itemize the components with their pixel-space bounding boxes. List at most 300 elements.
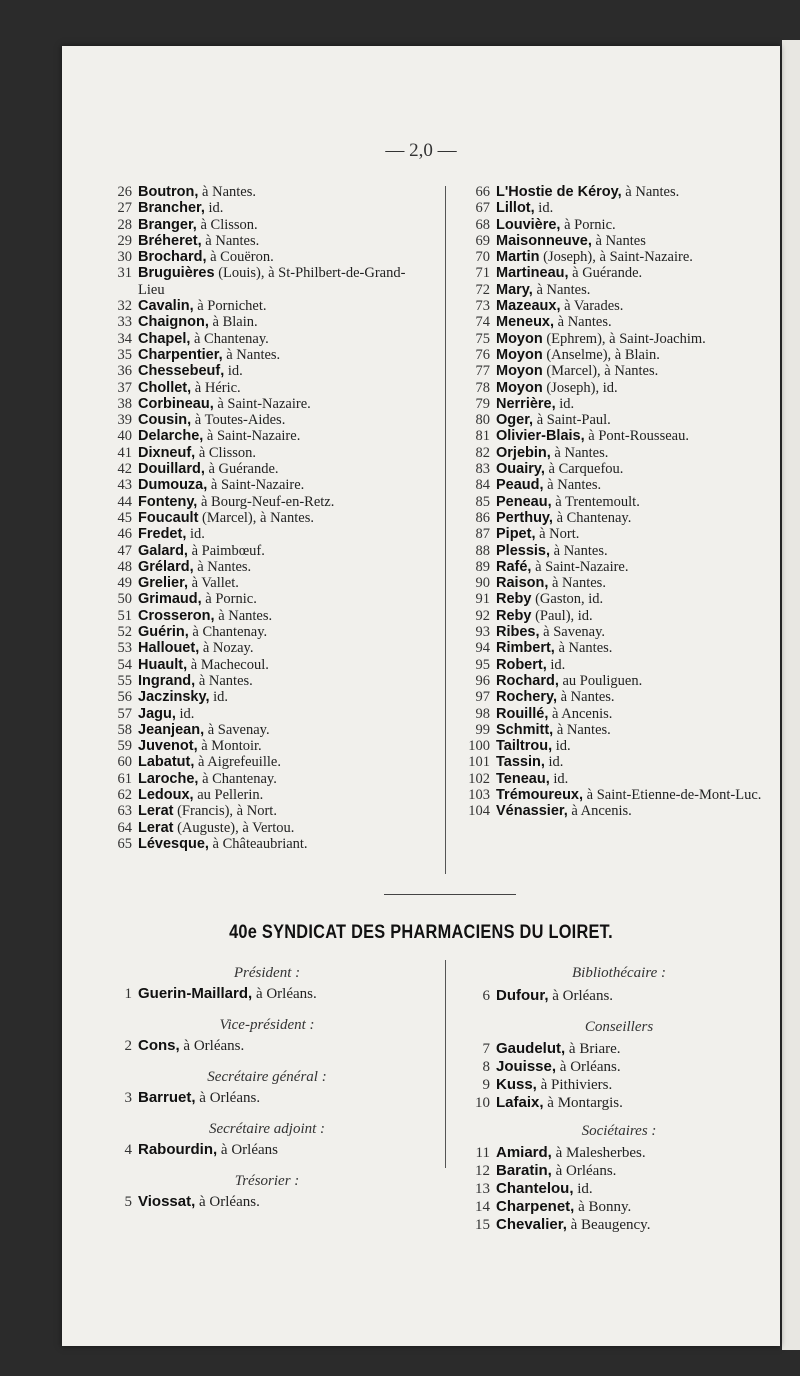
member-location: à Orléans.: [551, 1163, 617, 1179]
list-item: [102, 412, 422, 428]
member-name: Crosseron,: [138, 607, 215, 624]
member-name: Charpentier,: [138, 346, 223, 363]
entry-number: 32: [117, 298, 132, 315]
entry-number: 33: [117, 314, 132, 331]
list-item: [102, 445, 422, 461]
member-location: à Pornic.: [201, 591, 257, 608]
member-name: Jagu,: [138, 705, 176, 722]
list-item: [460, 1198, 778, 1216]
entry-number: 28: [117, 216, 132, 233]
entry-number: 13: [475, 1181, 490, 1197]
member-name: Fredet,: [138, 526, 187, 543]
member-location: (Joseph), à Saint-Nazaire.: [539, 249, 693, 266]
member-location: à Nantes.: [193, 558, 252, 575]
entry-number: 50: [117, 591, 132, 608]
entry-number: 5: [124, 1194, 132, 1210]
entry-number: 43: [117, 477, 132, 494]
list-item: [102, 184, 422, 200]
role-label: Bibliothécaire :: [572, 965, 666, 981]
member-location: à Orléans.: [556, 1059, 621, 1075]
list-item: [102, 640, 422, 656]
list-item: [102, 331, 422, 347]
member-location: à Savenay.: [204, 721, 270, 738]
list-item: [102, 477, 422, 493]
member-location: à Savenay.: [539, 624, 606, 641]
list-item: [102, 265, 422, 298]
member-name: Lillot,: [496, 200, 535, 217]
member-location: id.: [224, 363, 243, 380]
list-item: [460, 428, 778, 444]
list-item: [460, 624, 778, 640]
column-divider-top: [445, 186, 446, 874]
entry-number: 82: [475, 444, 490, 461]
entry-number: 61: [117, 770, 132, 787]
entry-number: 76: [475, 346, 490, 363]
member-name: Cousin,: [138, 412, 192, 429]
member-name: Branger,: [138, 216, 197, 233]
member-name: Amiard,: [496, 1144, 552, 1161]
entry-number: 39: [117, 412, 132, 429]
list-item: [102, 1036, 432, 1056]
entry-number: 52: [117, 624, 132, 641]
member-location: à Pornic.: [560, 216, 616, 233]
member-location: (Ephrem), à Saint-Joachim.: [542, 330, 706, 347]
member-name: Laroche,: [138, 770, 199, 787]
member-location: (Marcel), à Nantes.: [198, 509, 314, 526]
member-name: Jaczinsky,: [138, 689, 210, 706]
list-item: [102, 1140, 432, 1160]
list-item: [460, 738, 778, 754]
entry-number: 27: [117, 200, 132, 217]
list-item: [460, 461, 778, 477]
member-location: à Nantes.: [543, 477, 602, 494]
member-location: id.: [186, 526, 205, 543]
member-name: Dixneuf,: [138, 444, 196, 461]
member-location: à Pornichet.: [193, 298, 267, 315]
member-name: Bréheret,: [138, 232, 202, 249]
list-item: [102, 1088, 432, 1108]
entry-number: 26: [117, 184, 132, 200]
entry-number: 79: [475, 395, 490, 412]
list-item: [460, 363, 778, 379]
list-item: [460, 559, 778, 575]
member-location: à Orléans.: [179, 1038, 245, 1054]
member-name: Robert,: [496, 656, 547, 673]
list-item: [102, 249, 422, 265]
member-location: à Nantes.: [556, 689, 615, 706]
member-list-left: [102, 184, 422, 852]
list-item: [460, 640, 778, 656]
role-label: Président :: [233, 965, 301, 981]
entry-number: 56: [117, 689, 132, 706]
member-location: à Nantes.: [550, 542, 608, 559]
member-name: Charpenet,: [496, 1198, 575, 1215]
entry-number: 47: [117, 542, 132, 559]
member-location: à Bonny.: [574, 1199, 632, 1215]
member-location: id.: [549, 770, 569, 787]
list-item: [460, 754, 778, 770]
list-item: [460, 380, 778, 396]
member-location: à Orléans: [217, 1142, 278, 1158]
member-location: id.: [204, 200, 224, 217]
entry-number: 53: [117, 640, 132, 657]
list-item: [460, 1094, 778, 1112]
member-name: Oger,: [496, 412, 534, 429]
list-item: [460, 331, 778, 347]
entry-number: 63: [117, 803, 132, 820]
list-item: [460, 575, 778, 591]
officers-column: [102, 962, 432, 1222]
member-name: Fonteny,: [138, 493, 198, 510]
member-location: à Paimbœuf.: [187, 542, 265, 559]
member-location: au Pouliguen.: [558, 672, 643, 689]
entry-number: 65: [117, 835, 132, 852]
list-item: [102, 771, 422, 787]
member-name: Perthuy,: [496, 509, 553, 526]
entry-number: 98: [475, 705, 490, 722]
adjacent-page-edge: [782, 40, 800, 1350]
member-location: à Saint-Paul.: [533, 412, 611, 429]
entry-number: 97: [475, 689, 490, 706]
entry-number: 90: [475, 575, 490, 592]
member-list-right: [460, 184, 778, 820]
role-label: Sociétaires :: [581, 1123, 657, 1139]
member-location: à Saint-Nazaire.: [531, 558, 629, 575]
entry-number: 70: [475, 249, 490, 266]
list-item: [102, 314, 422, 330]
member-name: Corbineau,: [138, 395, 214, 412]
member-name: Grimaud,: [138, 591, 202, 608]
member-location: (Francis), à Nort.: [173, 803, 277, 820]
member-name: Dufour,: [496, 987, 549, 1004]
member-location: à Pont-Rousseau.: [584, 428, 689, 445]
list-item: [102, 526, 422, 542]
member-name: Peaud,: [496, 477, 544, 494]
member-location: à Chantenay.: [188, 624, 268, 641]
member-name: Tailtrou,: [496, 738, 553, 755]
list-item: [102, 820, 422, 836]
entry-number: 72: [475, 281, 490, 298]
member-location: à Nantes.: [554, 314, 612, 331]
entry-number: 55: [117, 672, 132, 689]
entry-number: 31: [117, 265, 132, 282]
member-location: à Saint-Nazaire.: [207, 477, 305, 494]
entry-number: 88: [475, 542, 490, 559]
entry-number: 67: [475, 200, 490, 217]
member-name: Maisonneuve,: [496, 232, 592, 249]
entry-number: 45: [117, 509, 132, 526]
entry-number: 51: [117, 607, 132, 624]
member-location: à Chantenay.: [552, 509, 632, 526]
member-name: Reby: [496, 591, 532, 608]
member-location: (Joseph), id.: [542, 379, 618, 396]
entry-number: 94: [475, 640, 490, 657]
member-name: Huault,: [138, 656, 188, 673]
member-name: Labatut,: [138, 754, 195, 771]
entry-number: 4: [124, 1142, 132, 1158]
entry-number: 69: [475, 232, 490, 249]
member-name: Cons,: [138, 1037, 180, 1054]
member-location: à Nantes.: [621, 184, 680, 200]
list-item: [102, 803, 422, 819]
entry-number: 73: [475, 298, 490, 315]
entry-number: 57: [117, 705, 132, 722]
member-location: à Orléans.: [195, 1090, 261, 1106]
list-item: [460, 706, 778, 722]
entry-number: 58: [117, 721, 132, 738]
entry-number: 30: [117, 249, 132, 266]
member-location: à Nantes.: [195, 672, 253, 689]
list-item: [460, 591, 778, 607]
entry-number: 96: [475, 672, 490, 689]
member-location: à Aigrefeuille.: [194, 754, 281, 771]
list-item: [460, 184, 778, 200]
entry-number: 44: [117, 493, 132, 510]
member-location: à Beaugency.: [566, 1217, 651, 1233]
member-location: (Paul), id.: [531, 607, 593, 624]
document-page: [62, 46, 780, 1346]
entry-number: 15: [475, 1217, 490, 1233]
member-name: Guérin,: [138, 624, 189, 641]
member-location: à Nantes.: [553, 721, 611, 738]
list-item: [460, 396, 778, 412]
list-item: [460, 771, 778, 787]
list-item: [102, 363, 422, 379]
member-name: Guerin-Maillard,: [138, 985, 253, 1002]
member-location: à Clisson.: [195, 444, 257, 461]
member-location: à Ancenis.: [548, 705, 613, 722]
list-item: [102, 657, 422, 673]
member-location: à Nantes.: [222, 346, 281, 363]
member-location: (Auguste), à Vertou.: [173, 819, 295, 836]
list-item: [460, 347, 778, 363]
list-item: [460, 1058, 778, 1076]
member-name: Delarche,: [138, 428, 204, 445]
list-item: [102, 510, 422, 526]
role-label: Secrétaire général :: [207, 1069, 327, 1085]
entry-number: 9: [482, 1077, 490, 1093]
member-location: à Varades.: [560, 298, 624, 315]
member-name: Moyon: [496, 379, 543, 396]
entry-number: 42: [117, 461, 132, 478]
entry-number: 102: [468, 770, 490, 787]
entry-number: 103: [468, 786, 490, 803]
member-location: à Chantenay.: [198, 770, 277, 787]
entry-number: 92: [475, 607, 490, 624]
member-location: id.: [573, 1181, 593, 1197]
list-item: [460, 1076, 778, 1094]
member-name: Martineau,: [496, 265, 569, 282]
entry-number: 71: [475, 265, 490, 282]
entry-number: 78: [475, 379, 490, 396]
entry-number: 93: [475, 624, 490, 641]
member-name: Kuss,: [496, 1076, 537, 1093]
list-item: [460, 314, 778, 330]
entry-number: 36: [117, 363, 132, 380]
list-item: [460, 1144, 778, 1162]
member-name: Dumouza,: [138, 477, 208, 494]
member-location: à Montargis.: [543, 1095, 623, 1111]
member-name: Rochard,: [496, 672, 559, 689]
entry-number: 6: [482, 988, 490, 1004]
entry-number: 86: [475, 509, 490, 526]
entry-number: 12: [475, 1163, 490, 1179]
member-name: Grélard,: [138, 558, 194, 575]
entry-number: 89: [475, 558, 490, 575]
list-item: [102, 347, 422, 363]
list-item: [460, 1162, 778, 1180]
list-item: [460, 673, 778, 689]
list-item: [102, 754, 422, 770]
list-item: [102, 200, 422, 216]
member-location: à Orléans.: [195, 1194, 260, 1210]
member-name: Ledoux,: [138, 786, 194, 803]
member-location: à Héric.: [191, 379, 241, 396]
role-label: Vice-président :: [219, 1017, 315, 1033]
list-item: [460, 1040, 778, 1058]
member-name: Bruguières: [138, 265, 215, 282]
member-location: à Malesherbes.: [551, 1145, 646, 1161]
member-name: L'Hostie de Kéroy,: [496, 184, 622, 200]
member-name: Viossat,: [138, 1193, 196, 1210]
member-location: à Orléans.: [548, 988, 614, 1004]
entry-number: 68: [475, 216, 490, 233]
member-name: Rouillé,: [496, 705, 549, 722]
list-item: [460, 494, 778, 510]
list-item: [102, 543, 422, 559]
entry-number: 3: [124, 1090, 132, 1106]
entry-number: 101: [468, 754, 490, 771]
member-name: Rimbert,: [496, 640, 555, 657]
member-location: id.: [209, 689, 229, 706]
list-item: [102, 984, 432, 1004]
member-name: Ingrand,: [138, 672, 196, 689]
member-location: à Machecoul.: [187, 656, 269, 673]
member-name: Jeanjean,: [138, 721, 205, 738]
list-item: [460, 526, 778, 542]
list-item: [102, 1192, 432, 1212]
member-name: Chapel,: [138, 330, 191, 347]
member-location: à Guérande.: [204, 461, 279, 478]
member-location: à Saint-Etienne-de-Mont-Luc.: [583, 786, 762, 803]
list-item: [102, 706, 422, 722]
member-location: à Vallet.: [187, 575, 239, 592]
list-item: [460, 265, 778, 281]
list-item: [460, 1180, 778, 1198]
list-item: [102, 673, 422, 689]
entry-number: 8: [482, 1059, 490, 1075]
entry-number: 29: [117, 232, 132, 249]
member-location: à Chantenay.: [190, 330, 269, 347]
member-location: à Nantes.: [214, 607, 273, 624]
member-name: Boutron,: [138, 184, 199, 200]
member-name: Rochery,: [496, 689, 557, 706]
member-name: Galard,: [138, 542, 188, 559]
member-name: Barruet,: [138, 1089, 196, 1106]
conseillers-list: [460, 1040, 778, 1112]
member-location: au Pellerin.: [193, 786, 264, 803]
entry-number: 14: [475, 1199, 490, 1215]
entry-number: 10: [475, 1095, 490, 1111]
member-location: à Nantes.: [198, 184, 256, 200]
member-name: Brancher,: [138, 200, 205, 217]
entry-number: 37: [117, 379, 132, 396]
section-separator: [384, 894, 516, 895]
entry-number: 64: [117, 819, 132, 836]
member-name: Hallouet,: [138, 640, 200, 657]
member-name: Chantelou,: [496, 1180, 574, 1197]
entry-number: 54: [117, 656, 132, 673]
list-item: [102, 624, 422, 640]
member-location: à Nantes.: [550, 444, 609, 461]
list-item: [102, 591, 422, 607]
entry-number: 84: [475, 477, 490, 494]
list-item: [460, 543, 778, 559]
member-name: Meneux,: [496, 314, 555, 331]
list-item: [102, 738, 422, 754]
list-item: [460, 803, 778, 819]
member-location: à Couëron.: [206, 249, 274, 266]
member-name: Lévesque,: [138, 835, 209, 852]
member-location: id.: [534, 200, 554, 217]
list-item: [460, 608, 778, 624]
member-name: Lerat: [138, 819, 174, 836]
list-item: [102, 396, 422, 412]
member-name: Rabourdin,: [138, 1141, 218, 1158]
member-location: à Nantes.: [548, 575, 606, 592]
council-column: [460, 962, 778, 1234]
member-name: Ouairy,: [496, 461, 545, 478]
member-location: à Nantes.: [201, 232, 260, 249]
member-name: Chollet,: [138, 379, 192, 396]
entry-number: 91: [475, 591, 490, 608]
entry-number: 41: [117, 444, 132, 461]
entry-number: 11: [475, 1145, 490, 1161]
entry-number: 48: [117, 558, 132, 575]
member-location: à Briare.: [565, 1041, 621, 1057]
list-item: [102, 494, 422, 510]
member-location: à Pithiviers.: [536, 1077, 613, 1093]
entry-number: 49: [117, 575, 132, 592]
member-name: Reby: [496, 607, 532, 624]
member-name: Pipet,: [496, 526, 536, 543]
list-item: [460, 282, 778, 298]
member-location: à Nantes.: [532, 281, 591, 298]
entry-number: 85: [475, 493, 490, 510]
list-item: [102, 461, 422, 477]
member-name: Baratin,: [496, 1162, 552, 1179]
member-location: à Bourg-Neuf-en-Retz.: [197, 493, 335, 510]
member-name: Mary,: [496, 281, 533, 298]
entry-number: 7: [482, 1041, 490, 1057]
entry-number: 99: [475, 721, 490, 738]
member-location: à Nozay.: [199, 640, 254, 657]
member-location: à Clisson.: [196, 216, 258, 233]
member-location: à Nort.: [535, 526, 580, 543]
entry-number: 95: [475, 656, 490, 673]
list-item: [460, 249, 778, 265]
entry-number: 66: [475, 184, 490, 200]
list-item: [460, 657, 778, 673]
list-item: [102, 428, 422, 444]
member-location: à Nantes.: [554, 640, 613, 657]
list-item: [460, 233, 778, 249]
column-divider-bottom: [445, 960, 446, 1168]
member-name: Cavalin,: [138, 298, 194, 315]
list-item: [460, 477, 778, 493]
list-item: [460, 787, 778, 803]
entry-number: 87: [475, 526, 490, 543]
